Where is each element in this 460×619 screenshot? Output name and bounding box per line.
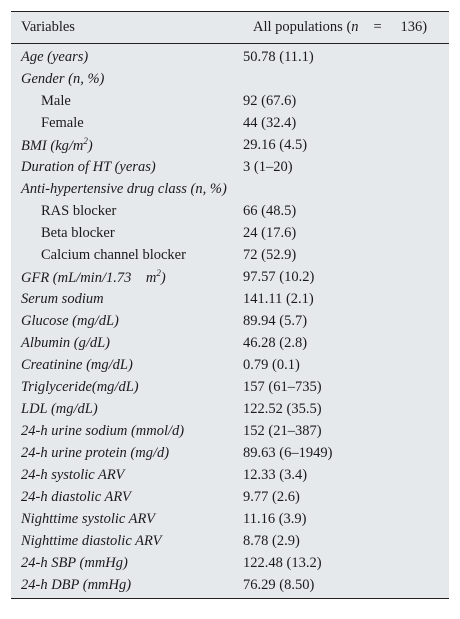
table-row <box>11 332 449 354</box>
row-label <box>11 555 243 572</box>
row-value: 122.52 (35.5) <box>243 400 322 417</box>
row-value: 97.57 (10.2) <box>243 268 315 285</box>
row-label <box>11 247 243 264</box>
table-row <box>11 354 449 376</box>
row-label-suffix: ) <box>87 137 93 154</box>
row-label <box>11 335 243 352</box>
table-row <box>11 68 449 90</box>
row-label-superscript: 2 <box>156 267 161 278</box>
table-row <box>11 376 449 398</box>
row-value: 152 (21–387) <box>243 422 322 439</box>
table-row <box>11 134 449 156</box>
table-row <box>11 486 449 508</box>
table-row <box>11 156 449 178</box>
row-label-text: BMI (kg/m <box>21 137 84 154</box>
row-value: 46.28 (2.8) <box>243 334 308 351</box>
table-row <box>11 288 449 310</box>
row-label-text: Age (years) <box>21 48 89 65</box>
table-row <box>11 112 449 134</box>
table-row <box>11 310 449 332</box>
table-row <box>11 442 449 464</box>
row-label-text: Duration of HT (yeras) <box>21 158 156 175</box>
row-label <box>11 489 243 506</box>
table-header-row <box>11 12 449 44</box>
row-label-text: 24-h SBP (mmHg) <box>21 554 128 571</box>
row-value: 0.79 (0.1) <box>243 356 300 373</box>
row-label <box>11 313 243 330</box>
row-value: 9.77 (2.6) <box>243 488 300 505</box>
table-row <box>11 574 449 596</box>
row-value: 89.63 (6–1949) <box>243 444 333 461</box>
row-value: 29.16 (4.5) <box>243 136 308 153</box>
row-value: 12.33 (3.4) <box>243 466 308 483</box>
row-label <box>11 577 243 594</box>
table-row <box>11 200 449 222</box>
row-label <box>11 357 243 374</box>
row-label <box>11 467 243 484</box>
table-row <box>11 266 449 288</box>
row-label-text: Female <box>41 114 84 131</box>
row-label <box>11 159 243 176</box>
header-count: 136) <box>400 19 428 35</box>
header-prefix: All populations ( <box>253 19 352 35</box>
row-label <box>11 225 243 242</box>
row-value: 66 (48.5) <box>243 202 297 219</box>
row-label-text: 24-h urine protein (mg/d) <box>21 444 170 461</box>
row-label <box>11 533 243 550</box>
table-row <box>11 46 449 68</box>
row-label-text: LDL (mg/dL) <box>21 400 98 417</box>
row-label-text: Anti-hypertensive drug class (n, %) <box>21 180 227 197</box>
row-label <box>11 379 243 396</box>
header-all-populations <box>243 19 427 36</box>
table-row <box>11 552 449 574</box>
row-value: 141.11 (2.1) <box>243 290 314 307</box>
row-label <box>11 115 243 132</box>
row-label <box>11 181 243 198</box>
row-label-text: Beta blocker <box>41 224 115 241</box>
row-label-text: Nighttime systolic ARV <box>21 510 155 527</box>
row-label-text: Male <box>41 92 71 109</box>
row-value: 122.48 (13.2) <box>243 554 322 571</box>
row-value: 76.29 (8.50) <box>243 576 315 593</box>
table-row <box>11 508 449 530</box>
row-label <box>11 291 243 308</box>
row-value: 89.94 (5.7) <box>243 312 308 329</box>
row-value: 8.78 (2.9) <box>243 532 300 549</box>
row-label <box>11 49 243 66</box>
row-label-text: Glucose (mg/dL) <box>21 312 119 329</box>
table-row <box>11 178 449 200</box>
row-label-suffix: ) <box>160 269 166 286</box>
row-value: 157 (61–735) <box>243 378 322 395</box>
row-label <box>11 423 243 440</box>
header-variables: Variables <box>21 19 75 35</box>
row-label-text: Albumin (g/dL) <box>21 334 111 351</box>
table-row <box>11 244 449 266</box>
table-row <box>11 222 449 244</box>
row-label <box>11 511 243 528</box>
row-label-text: Gender (n, %) <box>21 70 105 87</box>
row-value: 3 (1–20) <box>243 158 293 175</box>
row-value: 44 (32.4) <box>243 114 297 131</box>
row-label <box>11 445 243 462</box>
row-value: 11.16 (3.9) <box>243 510 307 527</box>
row-label-text: 24-h systolic ARV <box>21 466 125 483</box>
row-label-text: Calcium channel blocker <box>41 246 186 263</box>
table-row <box>11 398 449 420</box>
row-label-text: Serum sodium <box>21 290 104 307</box>
row-label <box>11 71 243 88</box>
row-value: 24 (17.6) <box>243 224 297 241</box>
table-row <box>11 420 449 442</box>
row-value: 92 (67.6) <box>243 92 297 109</box>
row-label-text: RAS blocker <box>41 202 117 219</box>
header-equals: = <box>373 19 382 35</box>
table-body <box>11 44 449 598</box>
row-label-superscript: 2 <box>83 135 88 146</box>
row-label <box>11 268 243 287</box>
row-label-text: 24-h DBP (mmHg) <box>21 576 132 593</box>
row-label-text: Triglyceride(mg/dL) <box>21 378 139 395</box>
row-label-text: 24-h diastolic ARV <box>21 488 131 505</box>
row-label <box>11 203 243 220</box>
row-label <box>11 136 243 155</box>
table-row <box>11 90 449 112</box>
table-row <box>11 464 449 486</box>
header-n: n <box>351 19 359 35</box>
row-label-text: GFR (mL/min/1.73 m <box>21 269 157 286</box>
row-value: 72 (52.9) <box>243 246 297 263</box>
row-label-text: 24-h urine sodium (mmol/d) <box>21 422 185 439</box>
row-label <box>11 93 243 110</box>
characteristics-table <box>11 11 449 599</box>
table-row <box>11 530 449 552</box>
row-label <box>11 401 243 418</box>
row-label-text: Nighttime diastolic ARV <box>21 532 162 549</box>
row-value: 50.78 (11.1) <box>243 48 314 65</box>
row-label-text: Creatinine (mg/dL) <box>21 356 133 373</box>
